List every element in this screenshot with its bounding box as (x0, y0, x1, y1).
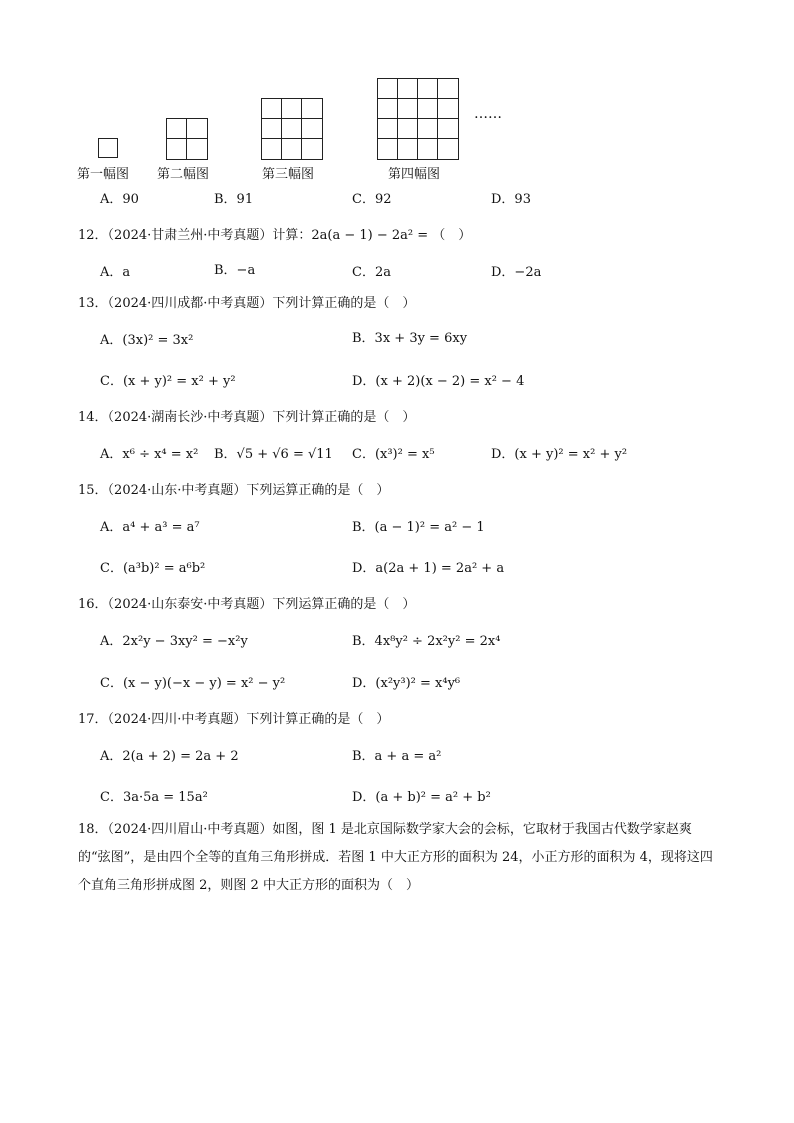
q17-option-c: C．3a·5a = 15a² (100, 790, 208, 805)
q16-option-b: B．4x⁸y² ÷ 2x²y² = 2x⁴ (352, 634, 501, 649)
q15-option-b: B．(a − 1)² = a² − 1 (352, 520, 485, 535)
q16-option-a: A．2x²y − 3xy² = −x²y (100, 634, 248, 649)
q12-option-d: D．−2a (491, 265, 542, 280)
q13-option-d: D．(x + 2)(x − 2) = x² − 4 (352, 374, 525, 389)
q15-stem: 15．（2024·山东·中考真题）下列运算正确的是（ ） (78, 483, 390, 498)
figure-4-caption: 第四幅图 (388, 167, 441, 182)
figure-3-grid (261, 98, 323, 160)
q12-option-c: C．2a (352, 265, 391, 280)
q14-option-d: D．(x + y)² = x² + y² (491, 447, 628, 462)
q14-stem: 14．（2024·湖南长沙·中考真题）下列计算正确的是（ ） (78, 410, 416, 425)
q12-stem: 12．（2024·甘肃兰州·中考真题）计算：2a(a − 1) − 2a² = （ ） (78, 228, 472, 243)
sequence-ellipsis: …… (474, 106, 502, 122)
q18-text: 18．（2024·四川眉山·中考真题）如图，图 1 是北京国际数学家大会的会标，它取材于我国古代数学家赵爽的“弦图”，是由四个全等的直角三角形拼成．若图 1 中大正方形的面积为 24，小正方形的面积为 4，现将这四个直角三角形拼成图 2，则图 2 中大正方形的面积为（ ） (78, 822, 713, 893)
q15-option-a: A．a⁴ + a³ = a⁷ (100, 520, 200, 535)
q11-option-b: B．91 (214, 192, 254, 207)
figure-4-grid (377, 78, 459, 160)
figure-1-caption: 第一幅图 (77, 167, 130, 182)
q13-stem: 13．（2024·四川成都·中考真题）下列计算正确的是（ ） (78, 296, 416, 311)
figure-3-caption: 第三幅图 (262, 167, 315, 182)
q16-stem: 16．（2024·山东泰安·中考真题）下列运算正确的是（ ） (78, 597, 416, 612)
q12-option-b: B．−a (214, 263, 256, 278)
q12-option-a: A．a (100, 265, 131, 280)
q14-option-c: C．(x³)² = x⁵ (352, 447, 435, 462)
q11-option-a: A．90 (100, 192, 139, 207)
q17-option-d: D．(a + b)² = a² + b² (352, 790, 491, 805)
q14-option-b: B．√5 + √6 = √11 (214, 447, 333, 462)
q17-option-b: B．a + a = a² (352, 749, 442, 764)
q11-option-c: C．92 (352, 192, 392, 207)
q16-option-d: D．(x²y³)² = x⁴y⁶ (352, 676, 461, 691)
figure-2-grid (166, 118, 208, 160)
q17-stem: 17．（2024·四川·中考真题）下列计算正确的是（ ） (78, 712, 390, 727)
figure-1-grid (98, 138, 118, 158)
figure-2-caption: 第二幅图 (157, 167, 210, 182)
q11-option-d: D．93 (491, 192, 531, 207)
q15-option-d: D．a(2a + 1) = 2a² + a (352, 561, 505, 576)
q13-option-c: C．(x + y)² = x² + y² (100, 374, 236, 389)
q14-option-a: A．x⁶ ÷ x⁴ = x² (100, 447, 199, 462)
q15-option-c: C．(a³b)² = a⁶b² (100, 561, 206, 576)
q16-option-c: C．(x − y)(−x − y) = x² − y² (100, 676, 286, 691)
q13-option-a: A．(3x)² = 3x² (100, 333, 194, 348)
q17-option-a: A．2(a + 2) = 2a + 2 (100, 749, 239, 764)
q13-option-b: B．3x + 3y = 6xy (352, 331, 468, 346)
